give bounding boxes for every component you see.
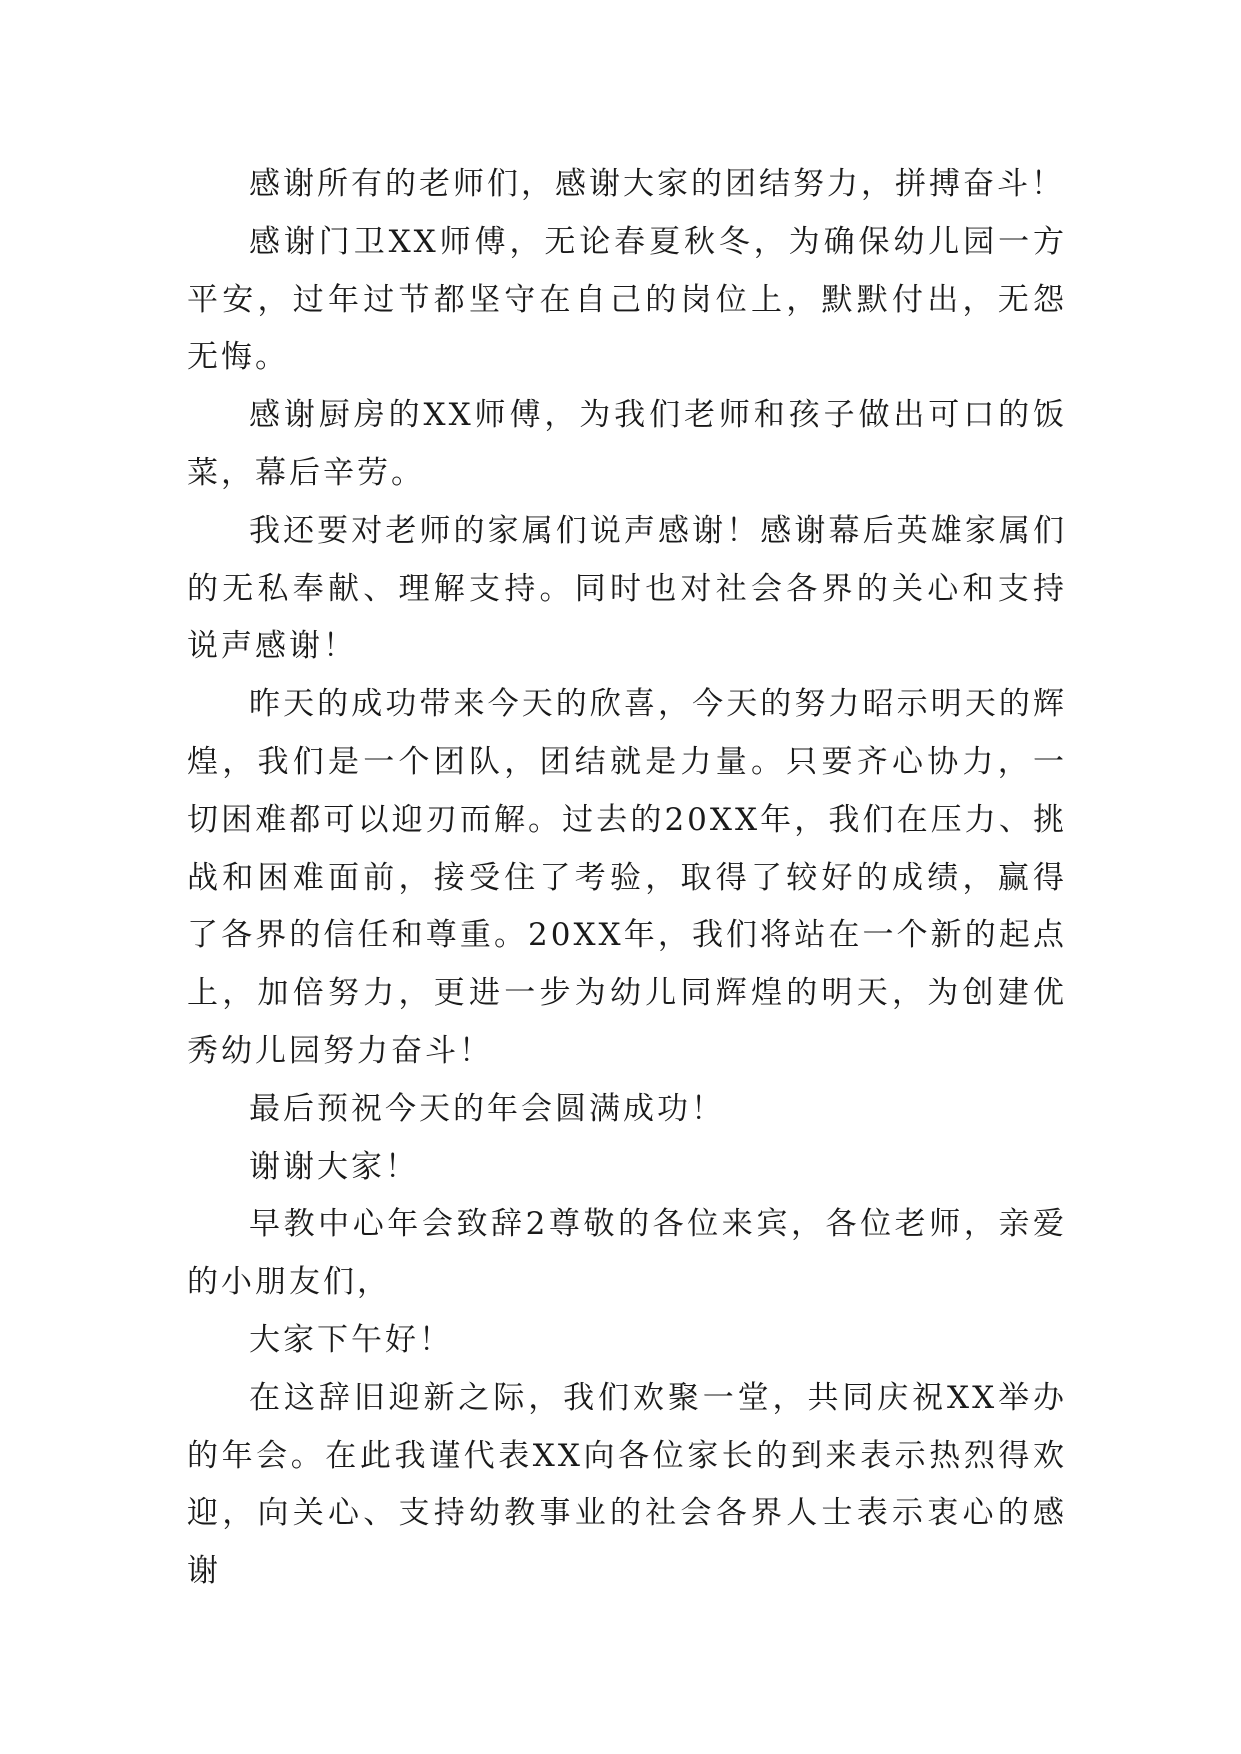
paragraph-outlook: 昨天的成功带来今天的欣喜，今天的努力昭示明天的辉煌，我们是一个团队，团结就是力量。只要齐心协力，一切困难都可以迎刃而解。过去的20XX年，我们在压力、挑战和困难面前，接受住了考验，取得了较好的成绩，赢得了各界的信任和尊重。20XX年，我们将站在一个新的起点上，加倍努力，更进一步为幼儿同辉煌的明天，为创建优秀幼儿园努力奋斗！ <box>187 686 1067 1069</box>
paragraph-thank-you: 谢谢大家！ <box>249 1148 419 1185</box>
paragraph-thanks-teachers: 感谢所有的老师们，感谢大家的团结努力，拼搏奋斗！ <box>249 166 1065 202</box>
paragraph-second-speech-opening: 早教中心年会致辞2尊敬的各位来宾，各位老师，亲爱的小朋友们， <box>187 1206 1067 1301</box>
paragraph-welcome: 在这辞旧迎新之际，我们欢聚一堂，共同庆祝XX举办的年会。在此我谨代表XX向各位家长的到来表示热烈得欢迎，向关心、支持幼教事业的社会各界人士表示衷心的感谢 <box>187 1379 1067 1590</box>
paragraph-thanks-kitchen: 感谢厨房的XX师傅，为我们老师和孩子做出可口的饭菜，幕后辛劳。 <box>187 397 1067 491</box>
paragraph-thanks-guard: 感谢门卫XX师傅，无论春夏秋冬，为确保幼儿园一方平安，过年过节都坚守在自己的岗位上，默默付出，无怨无悔。 <box>187 223 1067 376</box>
document-body <box>187 156 1067 1601</box>
paragraph-wish-success: 最后预祝今天的年会圆满成功！ <box>249 1090 725 1127</box>
paragraph-greeting: 大家下午好！ <box>249 1321 453 1358</box>
paragraph-thanks-families: 我还要对老师的家属们说声感谢！感谢幕后英雄家属们的无私奉献、理解支持。同时也对社会各界的关心和支持说声感谢！ <box>187 512 1067 665</box>
